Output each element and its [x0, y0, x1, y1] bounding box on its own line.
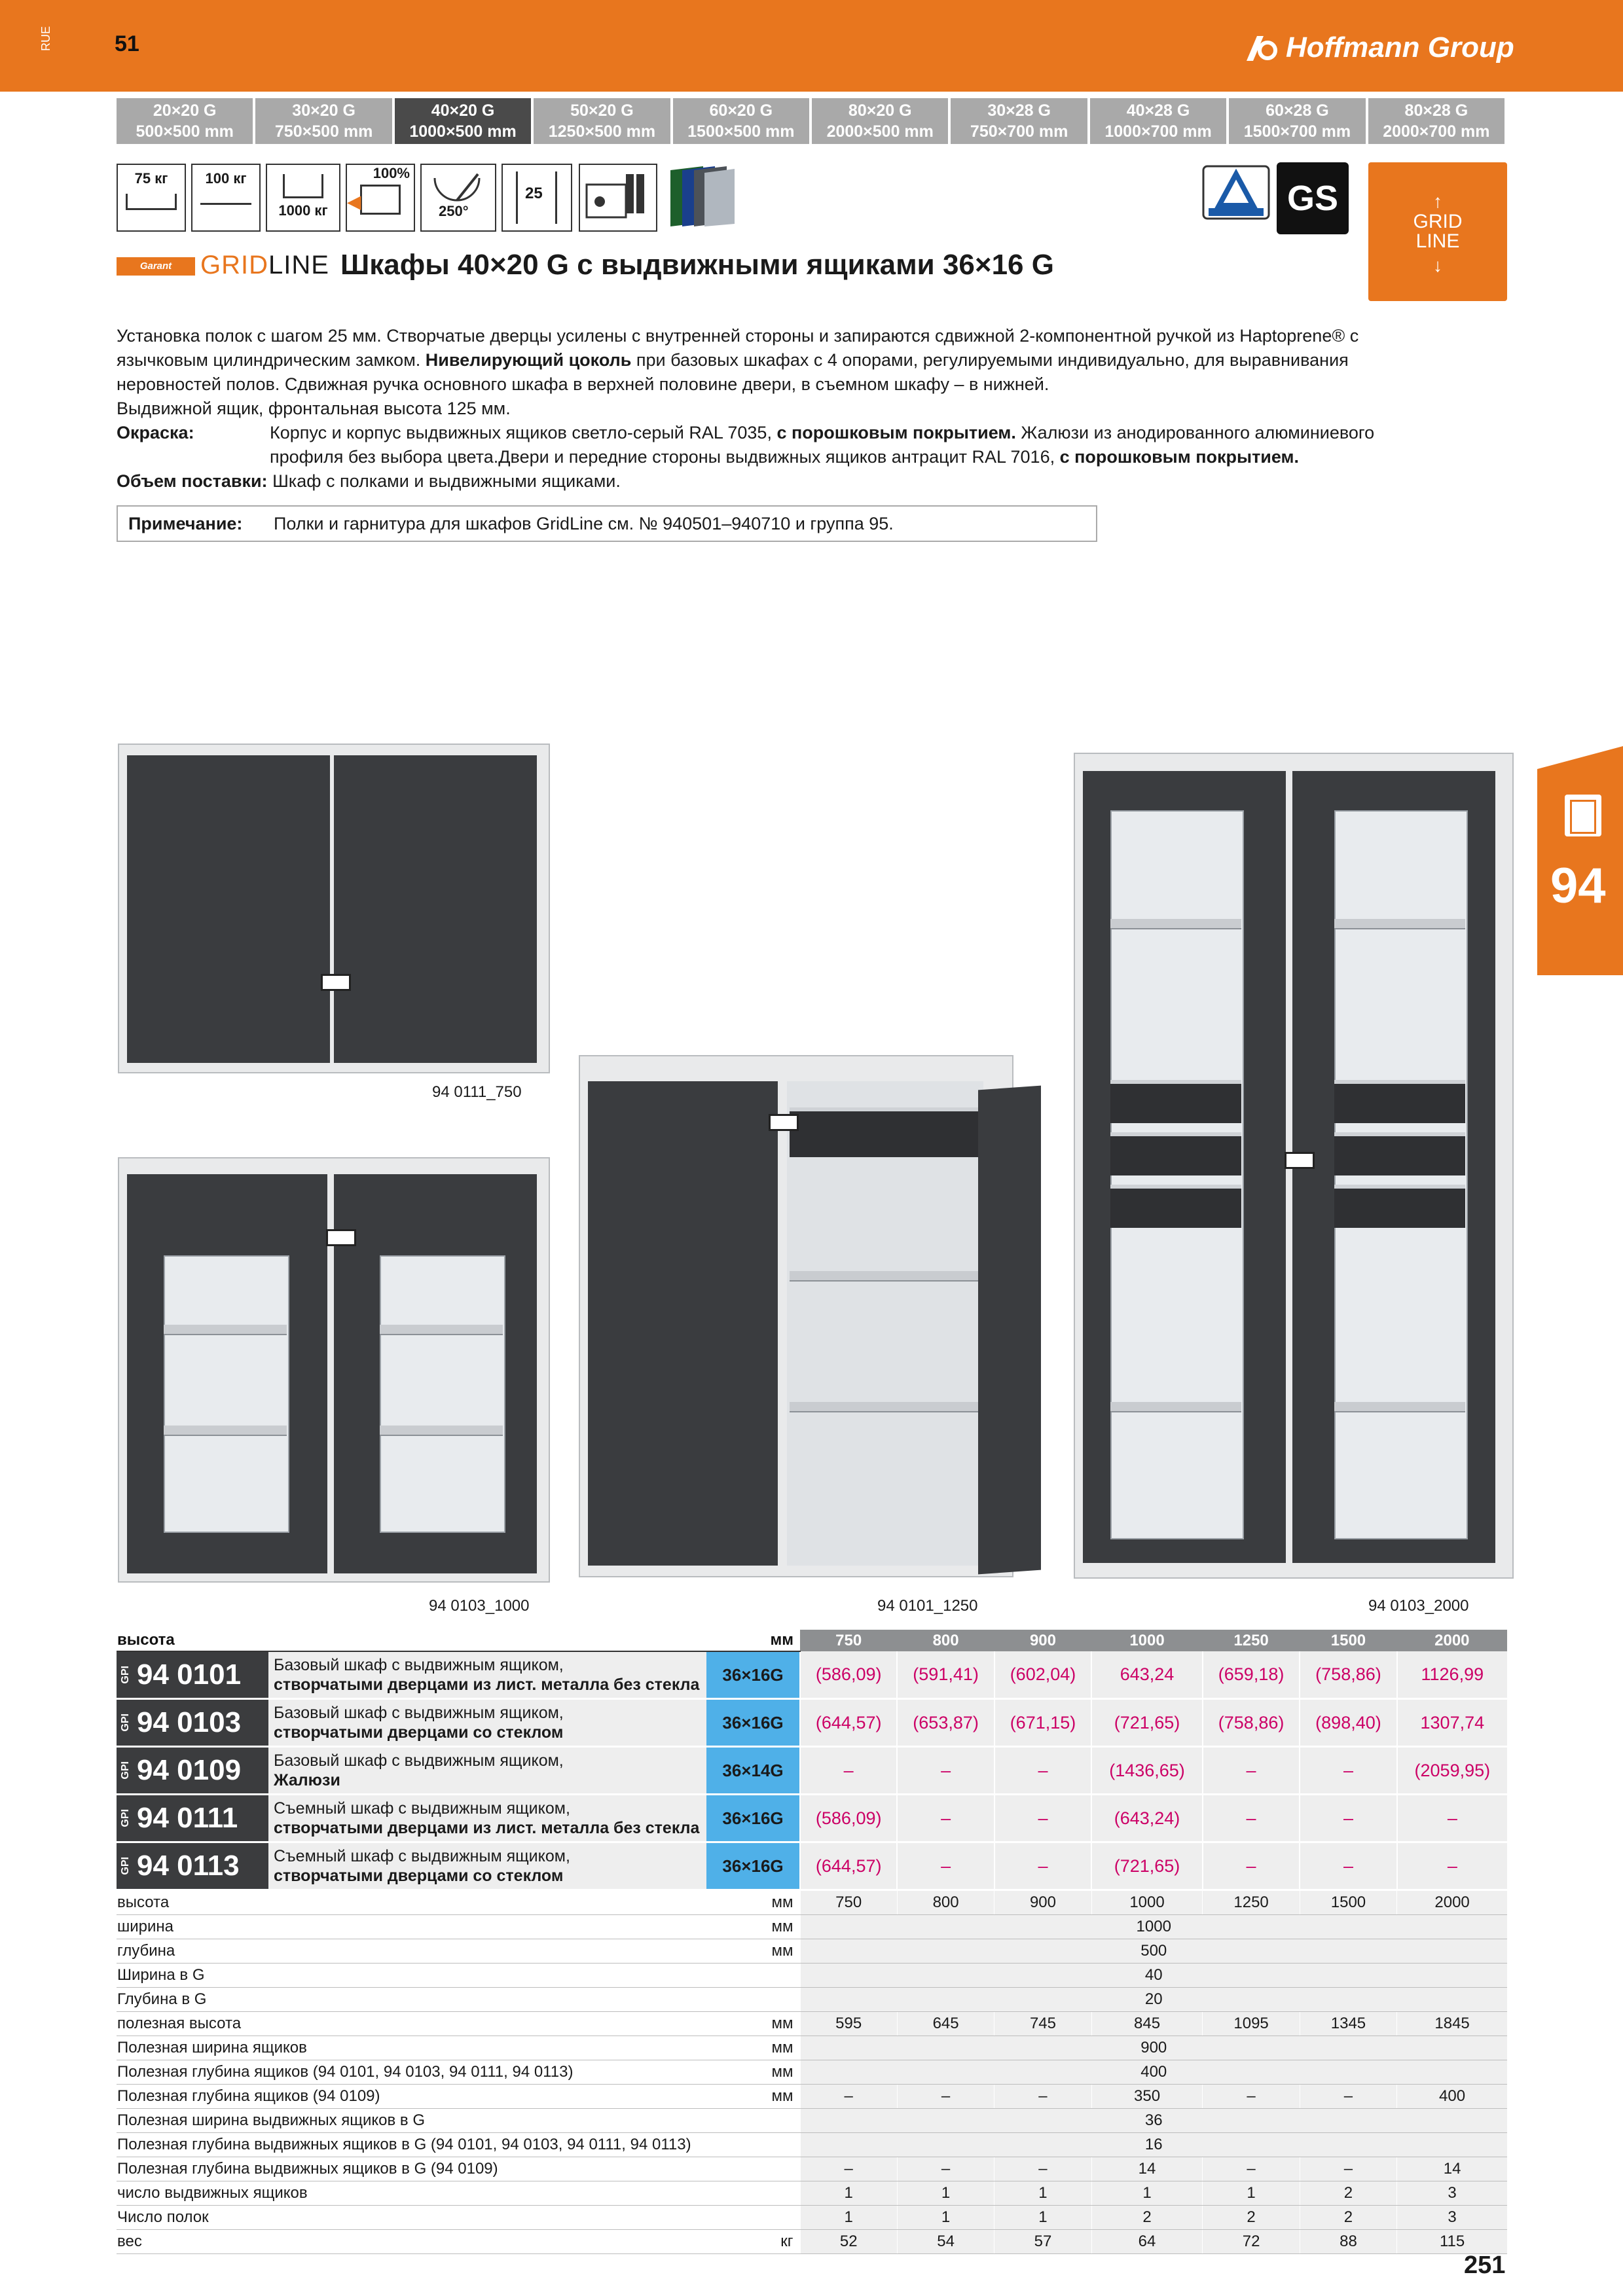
spec-value: 1 — [994, 2206, 1091, 2230]
spec-label: Полезная ширина ящиков — [117, 2036, 706, 2060]
size-tab — [812, 98, 948, 144]
spec-label: Полезная ширина выдвижных ящиков в G — [117, 2109, 706, 2133]
size-tab — [1229, 98, 1365, 144]
spec-value: 400 — [800, 2060, 1507, 2085]
gpi-label: GPI — [120, 1857, 131, 1875]
distributed-load-pictogram — [191, 164, 261, 232]
cabinet-image-94-0111 — [118, 732, 550, 1072]
page-title: Шкафы 40×20 G с выдвижными ящиками 36×16 G — [340, 249, 1054, 281]
size-tab-dims: 1000×500 mm — [409, 122, 517, 141]
paint-text — [270, 421, 1374, 469]
gpi-label: GPI — [120, 1761, 131, 1780]
spec-value: 1345 — [1300, 2012, 1396, 2036]
spec-value: – — [1203, 2157, 1300, 2181]
size-tab-dims: 1250×500 mm — [548, 122, 656, 141]
price-cell: – — [897, 1795, 994, 1842]
price-cell: (643,24) — [1091, 1795, 1203, 1842]
spec-label: Число полок — [117, 2206, 706, 2230]
spec-unit: мм — [706, 2012, 800, 2036]
price-cell: (644,57) — [800, 1842, 897, 1890]
product-table — [117, 1630, 1507, 2254]
table-row[interactable] — [117, 1651, 1507, 1699]
spec-value: 2 — [1203, 2206, 1300, 2230]
spec-unit — [706, 2109, 800, 2133]
spec-label: Глубина в G — [117, 1988, 706, 2012]
cabinet-load-pictogram — [266, 164, 340, 232]
spec-value: 1500 — [1300, 1890, 1396, 1915]
drawer-size: 36×14G — [706, 1747, 800, 1795]
spec-value: 20 — [800, 1988, 1507, 2012]
spec-label: ширина — [117, 1915, 706, 1939]
lock-cylinder-icon — [580, 165, 653, 228]
spec-value: 52 — [800, 2230, 897, 2254]
arrow-left-icon: ◀ — [348, 192, 361, 211]
spec-label: Полезная глубина выдвижных ящиков в G (94 0101, 94 0103, 94 0111, 94 0113) — [117, 2133, 706, 2157]
size-tab-dims: 2000×700 mm — [1383, 122, 1490, 141]
cabinet-image-94-0103-2000 — [1074, 753, 1514, 1579]
spec-value: – — [1300, 2085, 1396, 2109]
brand-name: Hoffmann Group — [1286, 31, 1514, 63]
spec-row — [117, 1964, 1507, 1988]
header-height: 750 — [800, 1630, 897, 1651]
spec-value: – — [1300, 2157, 1396, 2181]
product-desc-1: Съемный шкаф с выдвижным ящиком, — [274, 1799, 570, 1818]
price-cell: 1307,74 — [1397, 1699, 1507, 1747]
spec-label: высота — [117, 1890, 706, 1915]
spec-value: 1 — [897, 2181, 994, 2206]
price-cell: (653,87) — [897, 1699, 994, 1747]
price-cell: – — [1203, 1842, 1300, 1890]
header-unit: мм — [706, 1630, 800, 1651]
product-description — [268, 1651, 706, 1699]
size-tab-code: 80×28 G — [1404, 101, 1468, 120]
article-number — [117, 1651, 268, 1699]
spec-row — [117, 1988, 1507, 2012]
spec-row — [117, 2109, 1507, 2133]
article-number — [117, 1699, 268, 1747]
product-desc-1: Базовый шкаф с выдвижным ящиком, — [274, 1704, 564, 1722]
spec-value: 72 — [1203, 2230, 1300, 2254]
size-tab-dims: 1000×700 mm — [1104, 122, 1212, 141]
price-cell: (659,18) — [1203, 1651, 1300, 1699]
spec-value: 400 — [1397, 2085, 1507, 2109]
angle-value: 250° — [439, 203, 469, 219]
spec-value: – — [1203, 2085, 1300, 2109]
size-tab-code: 30×28 G — [987, 101, 1051, 120]
price-cell: – — [994, 1795, 1091, 1842]
shelf-load-value: 75 кг — [134, 170, 168, 187]
size-tab-dims: 750×500 mm — [274, 122, 373, 141]
door-angle-pictogram — [420, 164, 496, 232]
size-tab-code: 30×20 G — [292, 101, 356, 120]
lock-pictogram — [579, 164, 657, 232]
spec-value: 1 — [800, 2181, 897, 2206]
spec-value: 1845 — [1397, 2012, 1507, 2036]
spec-unit — [706, 2181, 800, 2206]
price-cell: – — [1203, 1795, 1300, 1842]
spec-row — [117, 2060, 1507, 2085]
spec-value: 595 — [800, 2012, 897, 2036]
size-tab-dims: 500×500 mm — [136, 122, 234, 141]
spec-label: Ширина в G — [117, 1964, 706, 1988]
product-desc-1: Базовый шкаф с выдвижным ящиком, — [274, 1656, 564, 1674]
spec-value: 845 — [1091, 2012, 1203, 2036]
spec-value: 350 — [1091, 2085, 1203, 2109]
full-extension-pictogram — [346, 164, 415, 232]
gpi-label: GPI — [120, 1809, 131, 1827]
shelf-load-pictogram — [117, 164, 186, 232]
table-row[interactable] — [117, 1747, 1507, 1795]
price-cell: (602,04) — [994, 1651, 1091, 1699]
paint-row — [117, 421, 1504, 469]
spec-label: число выдвижных ящиков — [117, 2181, 706, 2206]
drawer-size: 36×16G — [706, 1795, 800, 1842]
spec-unit — [706, 1988, 800, 2012]
header-height: 800 — [897, 1630, 994, 1651]
header-height: 1500 — [1300, 1630, 1396, 1651]
product-desc-2: Жалюзи — [274, 1771, 340, 1789]
note-box — [117, 505, 1097, 542]
spec-row — [117, 1890, 1507, 1915]
product-desc-1: Съемный шкаф с выдвижным ящиком, — [274, 1847, 570, 1865]
spec-value: 1 — [800, 2206, 897, 2230]
drawer-size: 36×16G — [706, 1842, 800, 1890]
note-text: Полки и гарнитура для шкафов GridLine см. № 940501–940710 и группа 95. — [274, 514, 894, 533]
spec-value: 900 — [800, 2036, 1507, 2060]
product-description — [268, 1795, 706, 1842]
pitch-value: 25 — [525, 185, 543, 202]
chapter-number: 94 — [1550, 858, 1606, 914]
price-cell: (1436,65) — [1091, 1747, 1203, 1795]
cabinet-icon — [1565, 795, 1601, 836]
page-number: 251 — [1464, 2251, 1506, 2279]
door-handle — [326, 1229, 356, 1246]
spec-value: 88 — [1300, 2230, 1396, 2254]
scope-label: Объем поставки: — [117, 471, 268, 491]
drawer-size: 36×16G — [706, 1651, 800, 1699]
spec-value: 645 — [897, 2012, 994, 2036]
price-cell: – — [1397, 1842, 1507, 1890]
spec-value: 800 — [897, 1890, 994, 1915]
table-row[interactable] — [117, 1842, 1507, 1890]
article-number — [117, 1842, 268, 1890]
price-cell: – — [1300, 1747, 1396, 1795]
desc-line-2 — [117, 348, 1504, 372]
spec-unit: мм — [706, 2060, 800, 2085]
spec-value: 1 — [994, 2181, 1091, 2206]
size-tab-dims: 750×700 mm — [970, 122, 1068, 141]
spec-value: – — [800, 2085, 897, 2109]
price-cell: – — [897, 1842, 994, 1890]
desc-text: язычковым цилиндрическим замком. — [117, 350, 421, 370]
gridline-line: LINE — [268, 251, 329, 279]
paint-bold: с порошковым покрытием. — [1059, 447, 1300, 467]
garant-logo: Garant — [117, 257, 195, 276]
price-cell: (898,40) — [1300, 1699, 1396, 1747]
tuv-certification-icon — [1199, 162, 1273, 234]
spec-unit — [706, 2206, 800, 2230]
badge-line2: LINE — [1415, 230, 1460, 252]
size-tab — [951, 98, 1087, 144]
table-header-row — [117, 1630, 1507, 1651]
header-height: 1000 — [1091, 1630, 1203, 1651]
spec-value: – — [897, 2157, 994, 2181]
door-handle — [1285, 1152, 1315, 1169]
image-caption: 94 0111_750 — [432, 1083, 522, 1101]
size-tab — [534, 98, 670, 144]
spec-value: 16 — [800, 2133, 1507, 2157]
spec-label: глубина — [117, 1939, 706, 1964]
header-height: 1250 — [1203, 1630, 1300, 1651]
spec-label: Полезная глубина ящиков (94 0101, 94 0103, 94 0111, 94 0113) — [117, 2060, 706, 2085]
price-cell: 643,24 — [1091, 1651, 1203, 1699]
paint-bold: с порошковым покрытием. — [776, 423, 1016, 442]
gpi-label: GPI — [120, 1666, 131, 1684]
note-label: Примечание: — [128, 514, 243, 533]
header-label: высота — [117, 1630, 706, 1651]
spec-value: – — [994, 2157, 1091, 2181]
article-number-text: 94 0101 — [137, 1659, 242, 1691]
spec-value: 1 — [897, 2206, 994, 2230]
desc-line-1: Установка полок с шагом 25 мм. Створчатые дверцы усилены с внутренней стороны и запираются сдвижной 2-компонентной ручкой из Haptoprene® с — [117, 326, 1359, 346]
image-caption: 94 0101_1250 — [877, 1597, 978, 1615]
price-cell: 1126,99 — [1397, 1651, 1507, 1699]
catalog-page-number: 51 — [115, 31, 139, 56]
price-cell: – — [1300, 1842, 1396, 1890]
image-caption: 94 0103_2000 — [1368, 1597, 1469, 1615]
extension-value: 100% — [373, 165, 410, 181]
spec-row — [117, 2157, 1507, 2181]
gs-certification-icon: GS — [1277, 162, 1349, 234]
gridline-grid: GRID — [200, 251, 268, 279]
desc-text: при базовых шкафах с 4 опорами, регулируемыми индивидуально, для выравнивания — [636, 350, 1349, 370]
size-tab — [1368, 98, 1504, 144]
size-tabs — [117, 98, 1504, 144]
spec-value: 54 — [897, 2230, 994, 2254]
gpi-label: GPI — [120, 1713, 131, 1732]
table-row[interactable] — [117, 1795, 1507, 1842]
gridline-logo — [200, 251, 329, 280]
product-desc-2: створчатыми дверцами из лист. металла без стекла — [274, 1819, 700, 1837]
spec-row — [117, 2230, 1507, 2254]
size-tab-code: 40×28 G — [1126, 101, 1190, 120]
paint-part: Жалюзи из анодированного алюминиевого — [1021, 423, 1375, 442]
size-tab-code: 40×20 G — [431, 101, 495, 120]
price-cell: (758,86) — [1203, 1699, 1300, 1747]
product-desc-2: створчатыми дверцами из лист. металла без стекла — [274, 1676, 700, 1694]
desc-line-3: неровностей полов. Сдвижная ручка основного шкафа в верхней половине двери, в съемном шкафу – в нижней. — [117, 374, 1049, 394]
size-tab-dims: 2000×500 mm — [826, 122, 934, 141]
size-tab-code: 60×28 G — [1266, 101, 1329, 120]
spec-label: полезная высота — [117, 2012, 706, 2036]
spec-unit: мм — [706, 2036, 800, 2060]
spec-row — [117, 2133, 1507, 2157]
spec-unit — [706, 1964, 800, 1988]
hoffmann-logo-icon — [1244, 33, 1278, 62]
spec-unit: мм — [706, 1915, 800, 1939]
spec-value: – — [897, 2085, 994, 2109]
header-height: 900 — [994, 1630, 1091, 1651]
spec-value: 1000 — [800, 1915, 1507, 1939]
image-caption: 94 0103_1000 — [429, 1597, 530, 1615]
scope-text: Шкаф с полками и выдвижными ящиками. — [272, 471, 621, 491]
spec-value: 2000 — [1397, 1890, 1507, 1915]
spec-row — [117, 1915, 1507, 1939]
spec-row — [117, 2012, 1507, 2036]
language-code: RUE — [39, 26, 52, 52]
size-tab-dims: 1500×500 mm — [687, 122, 795, 141]
header-height: 2000 — [1397, 1630, 1507, 1651]
price-cell: – — [994, 1842, 1091, 1890]
desc-line-4: Выдвижной ящик, фронтальная высота 125 мм. — [117, 399, 511, 418]
shelf-pitch-pictogram — [501, 164, 572, 232]
article-number — [117, 1747, 268, 1795]
spec-value: 2 — [1300, 2181, 1396, 2206]
article-number-text: 94 0111 — [137, 1802, 238, 1834]
product-desc-2: створчатыми дверцами со стеклом — [274, 1723, 564, 1742]
spec-label: вес — [117, 2230, 706, 2254]
size-tab — [117, 98, 253, 144]
article-number-text: 94 0109 — [137, 1754, 242, 1786]
badge-arrow-up-icon: ↑ — [1433, 191, 1442, 211]
spec-value: 2 — [1300, 2206, 1396, 2230]
cabinet-load-value: 1000 кг — [278, 202, 328, 219]
product-description — [268, 1747, 706, 1795]
spec-value: 1 — [1091, 2181, 1203, 2206]
paint-label: Окраска: — [117, 423, 194, 442]
size-tab-code: 50×20 G — [570, 101, 634, 120]
spec-value: 900 — [994, 1890, 1091, 1915]
spec-unit: кг — [706, 2230, 800, 2254]
product-description — [268, 1699, 706, 1747]
price-cell: – — [897, 1747, 994, 1795]
size-tab — [395, 98, 531, 144]
spec-value: 3 — [1397, 2181, 1507, 2206]
door-handle — [769, 1114, 799, 1131]
desc-bold: Нивелирующий цоколь — [425, 350, 632, 370]
size-tab-code: 20×20 G — [153, 101, 217, 120]
spec-unit: мм — [706, 1939, 800, 1964]
spec-row — [117, 2206, 1507, 2230]
size-tab-dims: 1500×700 mm — [1243, 122, 1351, 141]
product-desc-1: Базовый шкаф с выдвижным ящиком, — [274, 1751, 564, 1770]
article-number-text: 94 0103 — [137, 1706, 242, 1738]
price-cell: (758,86) — [1300, 1651, 1396, 1699]
spec-value: 750 — [800, 1890, 897, 1915]
badge-line1: GRID — [1413, 211, 1463, 232]
spec-value: 40 — [800, 1964, 1507, 1988]
spec-value: 2 — [1091, 2206, 1203, 2230]
spec-value: 1000 — [1091, 1890, 1203, 1915]
paint-part: Корпус и корпус выдвижных ящиков светло-серый RAL 7035, — [270, 423, 772, 442]
spec-unit — [706, 2133, 800, 2157]
spec-row — [117, 2181, 1507, 2206]
price-cell: (721,65) — [1091, 1842, 1203, 1890]
size-tab-code: 60×20 G — [709, 101, 773, 120]
badge-arrow-down-icon: ↓ — [1433, 255, 1442, 276]
spec-value: 14 — [1091, 2157, 1203, 2181]
price-cell: – — [1203, 1747, 1300, 1795]
price-cell: (586,09) — [800, 1795, 897, 1842]
spec-value: – — [994, 2085, 1091, 2109]
spec-value: 745 — [994, 2012, 1091, 2036]
spec-value: 1250 — [1203, 1890, 1300, 1915]
spec-value: 3 — [1397, 2206, 1507, 2230]
gridline-badge — [1368, 162, 1507, 301]
size-tab — [673, 98, 809, 144]
brand-logo — [1244, 31, 1514, 64]
table-row[interactable] — [117, 1699, 1507, 1747]
price-cell: (586,09) — [800, 1651, 897, 1699]
price-cell: (671,15) — [994, 1699, 1091, 1747]
price-cell: – — [1397, 1795, 1507, 1842]
distributed-load-value: 100 кг — [205, 170, 247, 187]
price-cell: (591,41) — [897, 1651, 994, 1699]
article-number-text: 94 0113 — [137, 1850, 240, 1882]
product-desc-2: створчатыми дверцами со стеклом — [274, 1867, 564, 1885]
price-cell: (644,57) — [800, 1699, 897, 1747]
size-tab-code: 80×20 G — [848, 101, 912, 120]
spec-value: 1095 — [1203, 2012, 1300, 2036]
spec-row — [117, 2085, 1507, 2109]
paint-part: профиля без выбора цвета.Двери и передние стороны выдвижных ящиков антрацит RAL 7016, — [270, 447, 1055, 467]
spec-label: Полезная глубина ящиков (94 0109) — [117, 2085, 706, 2109]
size-tab — [1090, 98, 1226, 144]
spec-value: – — [800, 2157, 897, 2181]
spec-unit — [706, 2157, 800, 2181]
cabinet-image-94-0103-1000 — [118, 1151, 550, 1583]
spec-value: 36 — [800, 2109, 1507, 2133]
spec-value: 57 — [994, 2230, 1091, 2254]
price-cell: (721,65) — [1091, 1699, 1203, 1747]
color-swatches-icon — [664, 164, 736, 229]
spec-value: 500 — [800, 1939, 1507, 1964]
spec-value: 115 — [1397, 2230, 1507, 2254]
product-description — [268, 1842, 706, 1890]
article-number — [117, 1795, 268, 1842]
drawer-size: 36×16G — [706, 1699, 800, 1747]
cabinet-image-94-0101 — [579, 1055, 1050, 1579]
spec-row — [117, 1939, 1507, 1964]
price-cell: – — [800, 1747, 897, 1795]
price-cell: – — [994, 1747, 1091, 1795]
spec-unit: мм — [706, 2085, 800, 2109]
spec-row — [117, 2036, 1507, 2060]
spec-unit: мм — [706, 1890, 800, 1915]
scope-row — [117, 469, 1504, 493]
spec-value: 1 — [1203, 2181, 1300, 2206]
spec-value: 14 — [1397, 2157, 1507, 2181]
spec-label: Полезная глубина выдвижных ящиков в G (94 0109) — [117, 2157, 706, 2181]
price-cell: (2059,95) — [1397, 1747, 1507, 1795]
price-cell: – — [1300, 1795, 1396, 1842]
spec-value: 64 — [1091, 2230, 1203, 2254]
size-tab — [255, 98, 392, 144]
product-description — [117, 324, 1504, 493]
door-handle — [321, 974, 351, 991]
